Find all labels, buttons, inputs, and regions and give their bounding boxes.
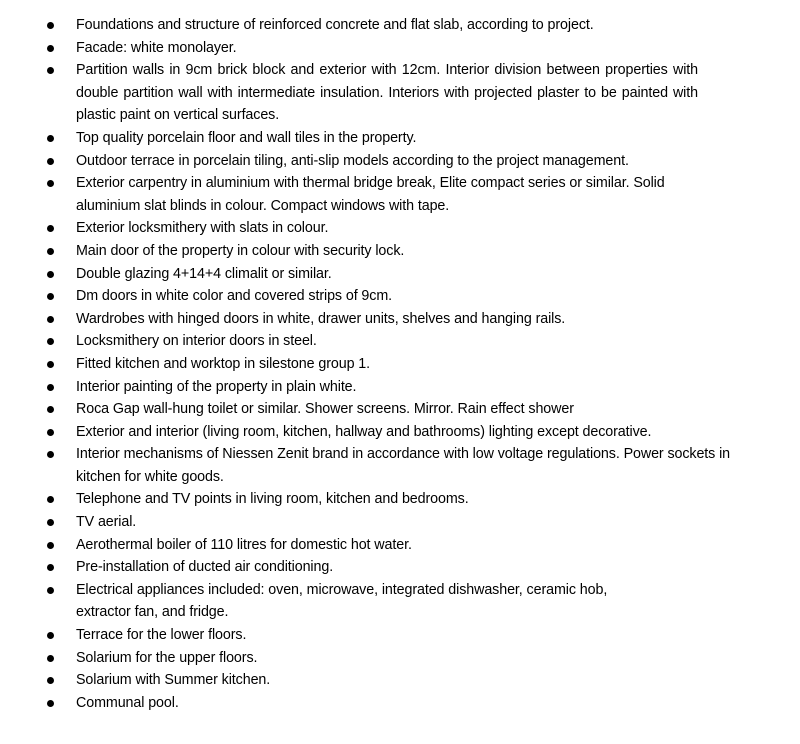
list-item-text: Dm doors in white color and covered strips of 9cm. <box>76 288 393 305</box>
list-item-text: Pre-installation of ducted air conditioning. <box>76 559 334 576</box>
bullet-icon <box>47 542 54 549</box>
bullet-icon <box>47 225 54 232</box>
bullet-icon <box>47 361 54 368</box>
list-item-text: Double glazing 4+14+4 climalit or similar. <box>76 265 332 282</box>
list-item-text: Top quality porcelain floor and wall tiles in the property. <box>76 129 417 146</box>
list-item-text: Solarium for the upper floors. <box>76 649 258 666</box>
bullet-icon <box>47 700 54 707</box>
bullet-icon <box>47 248 54 255</box>
bullet-icon <box>47 564 54 571</box>
list-item-text: Outdoor terrace in porcelain tiling, anti-slip models according to the project management. <box>76 152 629 169</box>
list-item <box>0 240 800 263</box>
list-item-text: Terrace for the lower floors. <box>76 627 247 644</box>
list-item <box>0 127 800 150</box>
list-item <box>0 579 800 624</box>
list-item <box>0 353 800 376</box>
list-item <box>0 150 800 173</box>
list-item <box>0 14 800 37</box>
list-item <box>0 692 800 715</box>
list-item-text: Exterior and interior (living room, kitchen, hallway and bathrooms) lighting except decorative. <box>76 423 652 440</box>
bullet-icon <box>47 293 54 300</box>
bullet-icon <box>47 587 54 594</box>
list-item-text: Interior painting of the property in plain white. <box>76 378 357 395</box>
list-item <box>0 217 800 240</box>
list-item <box>0 534 800 557</box>
bullet-icon <box>47 158 54 165</box>
bullet-icon <box>47 67 54 74</box>
list-item-text: Exterior locksmithery with slats in colour. <box>76 220 329 237</box>
bullet-icon <box>47 655 54 662</box>
list-item <box>0 556 800 579</box>
list-item <box>0 398 800 421</box>
list-item-text: Telephone and TV points in living room, kitchen and bedrooms. <box>76 491 469 508</box>
list-item-text: Fitted kitchen and worktop in silestone group 1. <box>76 355 371 372</box>
bullet-icon <box>47 316 54 323</box>
bullet-icon <box>47 338 54 345</box>
list-item-text: Solarium with Summer kitchen. <box>76 672 271 689</box>
bullet-icon <box>47 677 54 684</box>
list-item-text: Main door of the property in colour with security lock. <box>76 242 405 259</box>
bullet-icon <box>47 45 54 52</box>
list-item <box>0 488 800 511</box>
list-item <box>0 308 800 331</box>
list-item-text: Facade: white monolayer. <box>76 39 237 56</box>
list-item <box>0 647 800 670</box>
list-item-text: TV aerial. <box>76 514 137 531</box>
bullet-icon <box>47 632 54 639</box>
list-item <box>0 443 800 488</box>
list-item <box>0 285 800 308</box>
list-item-text: Electrical appliances included: oven, microwave, integrated dishwasher, ceramic hob, extractor fan, and fridge. <box>76 581 608 621</box>
list-item <box>0 263 800 286</box>
list-item-text: Partition walls in 9cm brick block and exterior with 12cm. Interior division between properties with double partition wall with intermediate insulation. Interiors with projected plaster to be painted with plastic paint on vertical surfaces. <box>76 62 698 124</box>
bullet-icon <box>47 496 54 503</box>
list-item-text: Communal pool. <box>76 694 179 711</box>
bullet-icon <box>47 271 54 278</box>
list-item <box>0 669 800 692</box>
bullet-icon <box>47 429 54 436</box>
bullet-icon <box>47 406 54 413</box>
list-item-text: Roca Gap wall-hung toilet or similar. Shower screens. Mirror. Rain effect shower <box>76 401 574 418</box>
list-item <box>0 624 800 647</box>
specification-list <box>0 14 800 714</box>
list-item <box>0 172 800 217</box>
list-item <box>0 511 800 534</box>
bullet-icon <box>47 384 54 391</box>
bullet-icon <box>47 451 54 458</box>
bullet-icon <box>47 22 54 29</box>
list-item-text: Locksmithery on interior doors in steel. <box>76 333 317 350</box>
list-item <box>0 376 800 399</box>
bullet-icon <box>47 135 54 142</box>
list-item-text: Exterior carpentry in aluminium with thermal bridge break, Elite compact series or similar. Solid aluminium slat blinds in colour. Compact windows with tape. <box>76 175 665 214</box>
bullet-icon <box>47 180 54 187</box>
list-item <box>0 37 800 60</box>
bullet-icon <box>47 519 54 526</box>
list-item-text: Aerothermal boiler of 110 litres for domestic hot water. <box>76 536 412 553</box>
list-item <box>0 330 800 353</box>
list-item <box>0 421 800 444</box>
list-item-text: Wardrobes with hinged doors in white, drawer units, shelves and hanging rails. <box>76 310 566 327</box>
list-item-text: Interior mechanisms of Niessen Zenit brand in accordance with low voltage regulations. Power sockets in kitchen for white goods. <box>76 446 731 485</box>
list-item <box>0 59 800 127</box>
list-item-text: Foundations and structure of reinforced concrete and flat slab, according to project. <box>76 17 594 33</box>
